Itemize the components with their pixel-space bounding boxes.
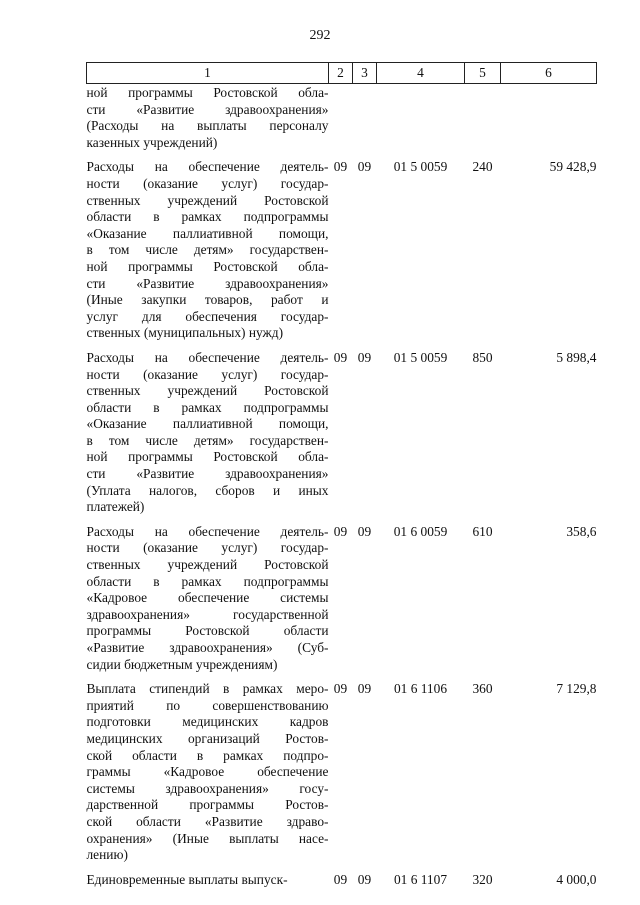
description-line: сти «Развитие здравоохранения» — [86, 275, 329, 291]
description-line: в том числе детям» государствен- — [86, 242, 329, 258]
description-line: ности (оказание услуг) государ- — [86, 366, 329, 382]
column-header-3: 3 — [353, 63, 377, 84]
column-header-4: 4 — [377, 63, 465, 84]
description-line: платежей) — [86, 499, 145, 515]
table-row — [87, 681, 597, 872]
description-line: ной программы Ростовской обла- — [86, 85, 329, 100]
amount-value: 358,6 — [566, 523, 597, 539]
description-line: Выплата стипендий в рамках меро- — [86, 681, 329, 697]
description-line: области в рамках подпрограммы — [86, 209, 329, 225]
expense-type-code: 240 — [472, 159, 493, 175]
description-line: ственных учреждений Ростовской — [86, 557, 329, 573]
description-line: ственных учреждений Ростовской — [86, 192, 329, 208]
target-article-code: 01 6 1106 — [393, 681, 448, 697]
subsection-code: 09 — [357, 159, 372, 175]
description-line: дарственной программы Ростов- — [86, 797, 329, 813]
description-line: «Оказание паллиативной помощи, — [86, 416, 329, 432]
expense-type-code: 610 — [472, 523, 493, 539]
target-article-code: 01 5 0059 — [393, 349, 448, 365]
description-line: (Расходы на выплаты персоналу — [86, 118, 329, 134]
description-line: лению) — [86, 847, 128, 863]
section-code: 09 — [333, 523, 348, 539]
row-description — [87, 84, 329, 160]
description-line: ственных (муниципальных) нужд) — [86, 325, 284, 341]
expense-type-code: 360 — [472, 681, 493, 697]
description-line: сидии бюджетным учреждениям) — [86, 656, 278, 672]
column-header-2: 2 — [329, 63, 353, 84]
column-header-5: 5 — [465, 63, 501, 84]
target-article-code: 01 5 0059 — [393, 159, 448, 175]
subsection-code — [353, 84, 377, 160]
description-line: системы здравоохранения» госу- — [86, 780, 329, 796]
table-row — [87, 350, 597, 524]
budget-table — [86, 62, 597, 896]
description-line: программы Ростовской области — [86, 623, 329, 639]
subsection-code: 09 — [357, 523, 372, 539]
description-line: сти «Развитие здравоохранения» — [86, 466, 329, 482]
description-line: Расходы на обеспечение деятель- — [86, 159, 329, 175]
description-line: Расходы на обеспечение деятель- — [86, 349, 329, 365]
subsection-code: 09 — [357, 349, 372, 365]
column-header-1: 1 — [87, 63, 329, 84]
row-description — [87, 350, 329, 524]
amount-value: 4 000,0 — [556, 871, 597, 887]
expense-type-code — [465, 84, 501, 160]
description-line: Единовременные выплаты выпуск- — [86, 871, 288, 887]
description-line: ственных учреждений Ростовской — [86, 383, 329, 399]
description-line: ной программы Ростовской обла- — [86, 449, 329, 465]
section-code: 09 — [333, 871, 348, 887]
description-line: области в рамках подпрограммы — [86, 399, 329, 415]
section-code — [329, 84, 353, 160]
description-line: казенных учреждений) — [86, 134, 218, 150]
table-body — [87, 84, 597, 897]
row-description — [87, 872, 329, 897]
row-description — [87, 524, 329, 681]
description-line: здравоохранения» государственной — [86, 606, 329, 622]
description-line: (Уплата налогов, сборов и иных — [86, 482, 329, 498]
section-code: 09 — [333, 681, 348, 697]
table-row — [87, 84, 597, 160]
amount-value: 7 129,8 — [556, 681, 597, 697]
amount-value: 59 428,9 — [549, 159, 597, 175]
description-line: области в рамках подпрограммы — [86, 573, 329, 589]
description-line: (Иные закупки товаров, работ и — [86, 292, 329, 308]
row-description — [87, 159, 329, 350]
section-code: 09 — [333, 349, 348, 365]
description-line: подготовки медицинских кадров — [86, 714, 329, 730]
description-line: ской области в рамках подпро- — [86, 747, 329, 763]
amount-value: 5 898,4 — [556, 349, 597, 365]
description-line: приятий по совершенствованию — [86, 697, 329, 713]
subsection-code: 09 — [357, 871, 372, 887]
expense-type-code: 320 — [472, 871, 493, 887]
description-line: в том числе детям» государствен- — [86, 432, 329, 448]
description-line: ности (оказание услуг) государ- — [86, 175, 329, 191]
target-article-code: 01 6 0059 — [393, 523, 448, 539]
description-line: ной программы Ростовской обла- — [86, 258, 329, 274]
description-line: «Оказание паллиативной помощи, — [86, 225, 329, 241]
row-description — [87, 681, 329, 872]
table-row — [87, 159, 597, 350]
description-line: охранения» (Иные выплаты насе- — [86, 830, 329, 846]
description-line: граммы «Кадровое обеспечение — [86, 764, 329, 780]
description-line: медицинских организаций Ростов- — [86, 730, 329, 746]
section-code: 09 — [333, 159, 348, 175]
table-row — [87, 872, 597, 897]
column-header-6: 6 — [501, 63, 597, 84]
description-line: ности (оказание услуг) государ- — [86, 540, 329, 556]
table-row — [87, 524, 597, 681]
description-line: Расходы на обеспечение деятель- — [86, 523, 329, 539]
description-line: «Развитие здравоохранения» (Суб- — [86, 640, 329, 655]
description-line: ской области «Развитие здраво- — [86, 813, 329, 829]
expense-type-code: 850 — [472, 349, 493, 365]
target-article-code — [377, 84, 465, 160]
description-line: услуг для обеспечения государ- — [86, 308, 329, 324]
amount-value — [501, 84, 597, 160]
description-line: «Кадровое обеспечение системы — [86, 590, 329, 606]
subsection-code: 09 — [357, 681, 372, 697]
description-line: сти «Развитие здравоохранения» — [86, 101, 329, 117]
target-article-code: 01 6 1107 — [393, 871, 448, 887]
page-number: 292 — [309, 28, 331, 43]
table-header-row — [87, 63, 597, 84]
